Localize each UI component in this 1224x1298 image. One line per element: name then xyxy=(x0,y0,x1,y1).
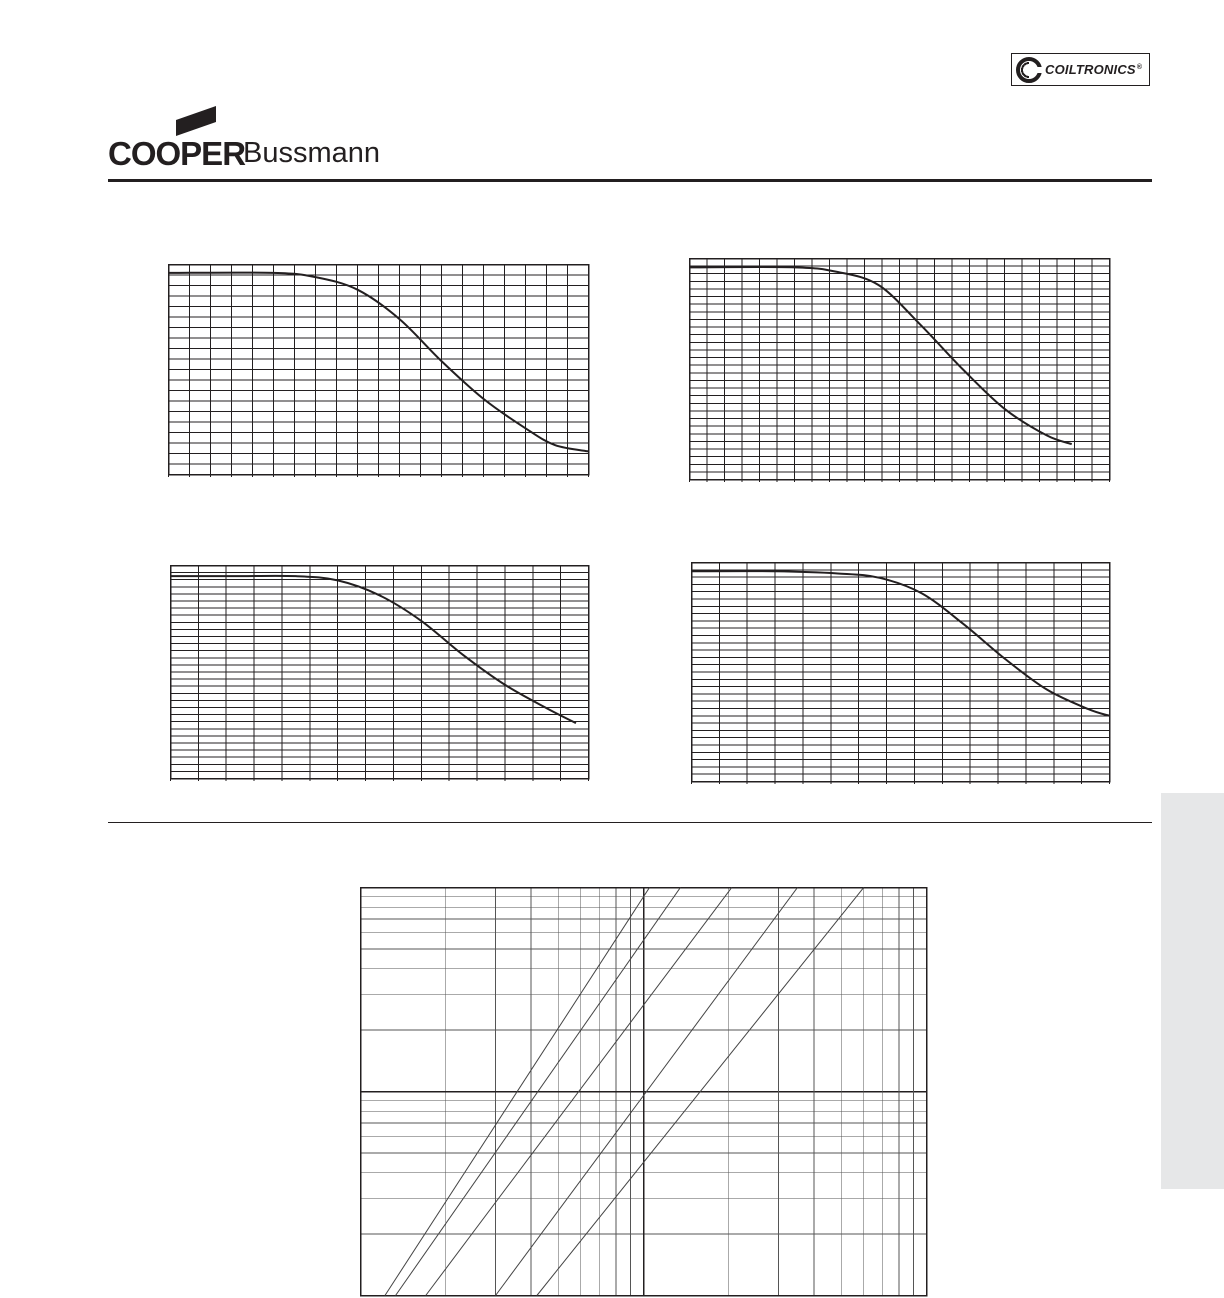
chart-top-left xyxy=(167,263,591,477)
chart-grid xyxy=(171,566,589,782)
chart-grid xyxy=(692,563,1110,785)
section-rule xyxy=(108,822,1152,823)
coiltronics-swirl-icon xyxy=(1016,57,1042,83)
chart-top-right xyxy=(688,257,1112,482)
chart-log-log xyxy=(359,886,931,1298)
coiltronics-wordmark: COILTRONICS® xyxy=(1045,62,1143,77)
series-line-curve xyxy=(171,576,576,723)
chart-grid xyxy=(169,265,589,478)
brand-bussmann: Bussmann xyxy=(243,137,381,169)
header-rule xyxy=(108,179,1152,182)
chart-grid xyxy=(690,259,1110,483)
chart-grid xyxy=(361,888,927,1296)
chart-bottom-left xyxy=(169,564,593,781)
coiltronics-logo xyxy=(1011,53,1150,86)
brand-cooper: COOPER xyxy=(108,135,246,172)
side-tab xyxy=(1161,793,1224,1189)
series-line-curve xyxy=(690,267,1072,444)
chart-bottom-right xyxy=(690,561,1114,784)
